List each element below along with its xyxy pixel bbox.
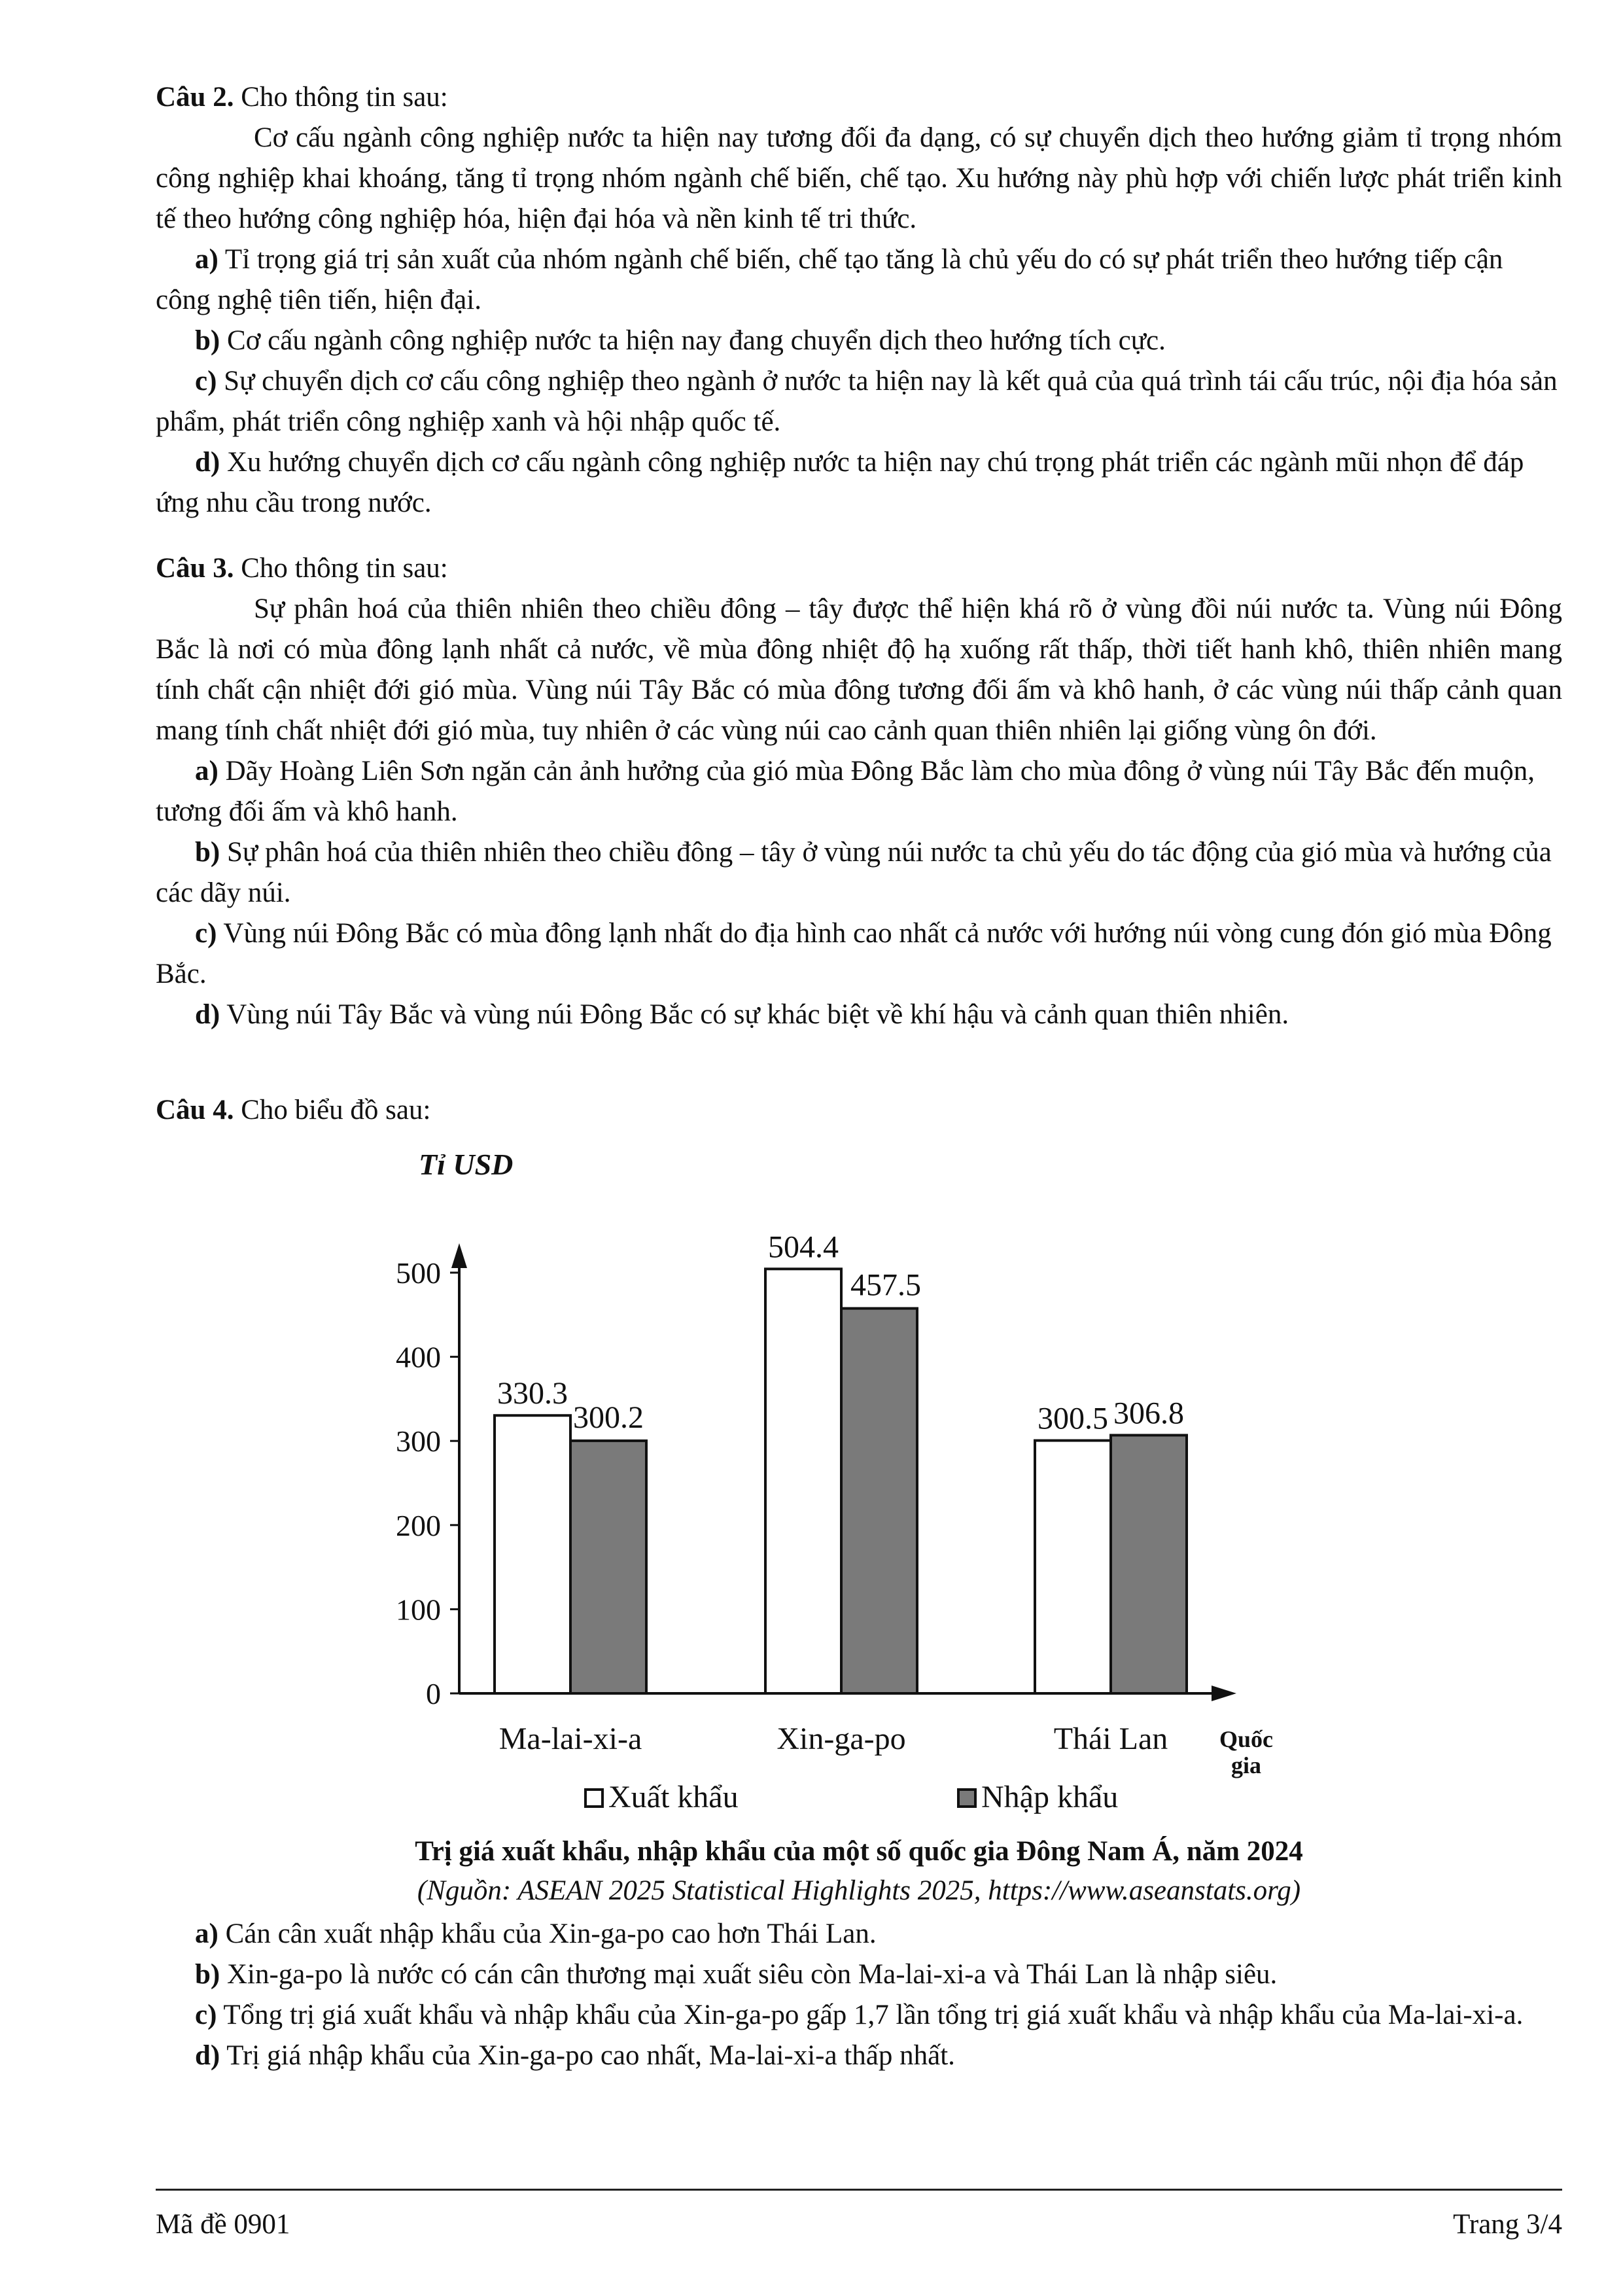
q2-d-label: d)	[195, 447, 220, 478]
data-label: 300.2	[573, 1400, 644, 1435]
q2-c-label: c)	[195, 366, 217, 397]
q4-c-text: Tổng trị giá xuất khẩu và nhập khẩu của Xin-ga-po gấp 1,7 lần tổng trị giá xuất khẩu và nhập khẩu của Ma-lai-xi-a.	[223, 2000, 1524, 2030]
data-label: 306.8	[1113, 1396, 1184, 1431]
q3-b-label: b)	[195, 837, 220, 868]
x-axis-arrow	[1212, 1686, 1236, 1701]
legend-swatch-export	[585, 1790, 602, 1807]
legend-label-export: Xuất khẩu	[608, 1780, 739, 1814]
bar-import	[570, 1441, 646, 1693]
data-label: 300.5	[1038, 1401, 1108, 1436]
bar-export	[765, 1269, 841, 1693]
y-axis-arrow	[451, 1243, 467, 1268]
data-label: 457.5	[850, 1267, 921, 1303]
q2-c-text: Sự chuyển dịch cơ cấu công nghiệp theo ngành ở nước ta hiện nay là kết quả của quá trình tái cấu trúc, nội địa hóa sản phẩm, phát triển công nghiệp xanh và hội nhập quốc tế.	[156, 366, 1558, 437]
q4-d-label: d)	[195, 2040, 220, 2071]
q4-a-label: a)	[195, 1918, 218, 1949]
q2-intro: Cho thông tin sau:	[241, 82, 448, 113]
q2-b-text: Cơ cấu ngành công nghiệp nước ta hiện nay đang chuyển dịch theo hướng tích cực.	[226, 325, 1166, 356]
q2-label: Câu 2.	[156, 82, 234, 113]
y-tick-label: 400	[396, 1340, 441, 1374]
chart-caption-title: Trị giá xuất khẩu, nhập khẩu của một số quốc gia Đông Nam Á, năm 2024	[415, 1836, 1303, 1867]
q2-passage: Cơ cấu ngành công nghiệp nước ta hiện nay tương đối đa dạng, có sự chuyển dịch theo hướng giảm tỉ trọng nhóm công nghiệp khai khoáng, tăng tỉ trọng nhóm ngành chế biến, chế tạo. Xu hướng này phù hợp với chiến lược phát triển kinh tế theo hướng công nghiệp hóa, hiện đại hóa và nền kinh tế tri thức.	[156, 122, 1562, 234]
q4-a-text: Cán cân xuất nhập khẩu của Xin-ga-po cao hơn Thái Lan.	[225, 1918, 877, 1949]
q3-intro: Cho thông tin sau:	[241, 553, 448, 584]
data-label: 330.3	[497, 1376, 568, 1411]
q3-c-label: c)	[195, 918, 217, 949]
q2-a-label: a)	[195, 244, 218, 275]
q4-b-label: b)	[195, 1959, 220, 1990]
question-3	[156, 548, 1562, 1035]
bar-export	[1035, 1441, 1111, 1693]
x-tick-label: Ma-lai-xi-a	[498, 1722, 642, 1756]
q4-d-text: Trị giá nhập khẩu của Xin-ga-po cao nhất, Ma-lai-xi-a thấp nhất.	[226, 2040, 955, 2071]
q3-option-a	[156, 751, 1562, 832]
q4-b-text: Xin-ga-po là nước có cán cân thương mại xuất siêu còn Ma-lai-xi-a và Thái Lan là nhập siêu.	[226, 1959, 1278, 1990]
q4-option-c	[156, 1995, 1562, 2036]
y-tick-label: 0	[426, 1677, 441, 1710]
exam-code: Mã đề 0901	[156, 2209, 290, 2240]
question-4-heading	[156, 1090, 1562, 1131]
y-axis-label: Tỉ USD	[419, 1148, 514, 1181]
chart-caption-source: (Nguồn: ASEAN 2025 Statistical Highlights 2025, https://www.aseanstats.org)	[417, 1875, 1301, 1906]
q3-c-text: Vùng núi Đông Bắc có mùa đông lạnh nhất do địa hình cao nhất cả nước với hướng núi vòng cung đón gió mùa Đông Bắc.	[156, 918, 1552, 989]
bar-chart	[340, 1142, 1335, 1829]
bar-import	[841, 1309, 917, 1693]
q3-label: Câu 3.	[156, 553, 234, 584]
q2-option-b	[156, 321, 1562, 361]
data-label: 504.4	[768, 1229, 839, 1265]
question-2	[156, 77, 1562, 523]
chart-caption	[156, 1832, 1562, 1911]
y-tick-label: 500	[396, 1256, 441, 1290]
q2-heading	[156, 77, 1562, 118]
question-4-options	[156, 1914, 1562, 2076]
q3-a-label: a)	[195, 756, 218, 786]
legend-label-import: Nhập khẩu	[981, 1780, 1119, 1814]
q2-d-text: Xu hướng chuyển dịch cơ cấu ngành công nghiệp nước ta hiện nay chú trọng phát triển các ngành mũi nhọn để đáp ứng nhu cầu trong nước.	[156, 447, 1524, 518]
y-tick-label: 200	[396, 1508, 441, 1542]
q4-heading	[156, 1090, 1562, 1131]
q2-b-label: b)	[195, 325, 220, 356]
q3-b-text: Sự phân hoá của thiên nhiên theo chiều đông – tây ở vùng núi nước ta chủ yếu do tác động của gió mùa và hướng của các dãy núi.	[156, 837, 1552, 908]
y-tick-label: 300	[396, 1424, 441, 1458]
q2-option-a	[156, 239, 1562, 321]
q4-label: Câu 4.	[156, 1095, 234, 1125]
x-tick-label: Thái Lan	[1053, 1722, 1168, 1756]
q4-c-label: c)	[195, 2000, 217, 2030]
q3-heading	[156, 548, 1562, 589]
q2-option-d	[156, 442, 1562, 523]
footer-divider	[156, 2189, 1562, 2191]
q3-d-text: Vùng núi Tây Bắc và vùng núi Đông Bắc có sự khác biệt về khí hậu và cảnh quan thiên nhiên.	[226, 999, 1289, 1030]
bar-export	[495, 1415, 570, 1693]
x-axis-label-line1: Quốc	[1219, 1726, 1274, 1752]
q3-option-d	[156, 995, 1562, 1035]
q2-a-text: Tỉ trọng giá trị sản xuất của nhóm ngành chế biến, chế tạo tăng là chủ yếu do có sự phát triển theo hướng tiếp cận công nghệ tiên tiến, hiện đại.	[156, 244, 1503, 315]
q4-option-b	[156, 1954, 1562, 1995]
q3-a-text: Dãy Hoàng Liên Sơn ngăn cản ảnh hưởng của gió mùa Đông Bắc làm cho mùa đông ở vùng núi Tây Bắc đến muộn, tương đối ấm và khô hanh.	[156, 756, 1535, 827]
page-number: Trang 3/4	[1453, 2209, 1562, 2240]
q3-d-label: d)	[195, 999, 220, 1030]
x-tick-label: Xin-ga-po	[777, 1722, 906, 1756]
q3-option-b	[156, 832, 1562, 913]
y-tick-label: 100	[396, 1593, 441, 1627]
q4-option-a	[156, 1914, 1562, 1954]
q4-intro: Cho biểu đồ sau:	[241, 1095, 431, 1125]
legend-swatch-import	[958, 1790, 975, 1807]
q3-passage: Sự phân hoá của thiên nhiên theo chiều đông – tây được thể hiện khá rõ ở vùng đồi núi nước ta. Vùng núi Đông Bắc là nơi có mùa đông lạnh nhất cả nước, về mùa đông nhiệt độ hạ xuống rất thấp, thời tiết hanh khô, thiên nhiên mang tính chất cận nhiệt đới gió mùa. Vùng núi Tây Bắc có mùa đông tương đối ấm và khô hanh, ở các vùng núi thấp cảnh quan mang tính chất nhiệt đới gió mùa, tuy nhiên ở các vùng núi cao cảnh quan thiên nhiên lại giống vùng ôn đới.	[156, 593, 1562, 746]
q2-option-c	[156, 361, 1562, 442]
q3-option-c	[156, 913, 1562, 995]
q4-option-d	[156, 2036, 1562, 2076]
bar-import	[1111, 1435, 1187, 1693]
x-axis-label-line2: gia	[1230, 1752, 1262, 1778]
